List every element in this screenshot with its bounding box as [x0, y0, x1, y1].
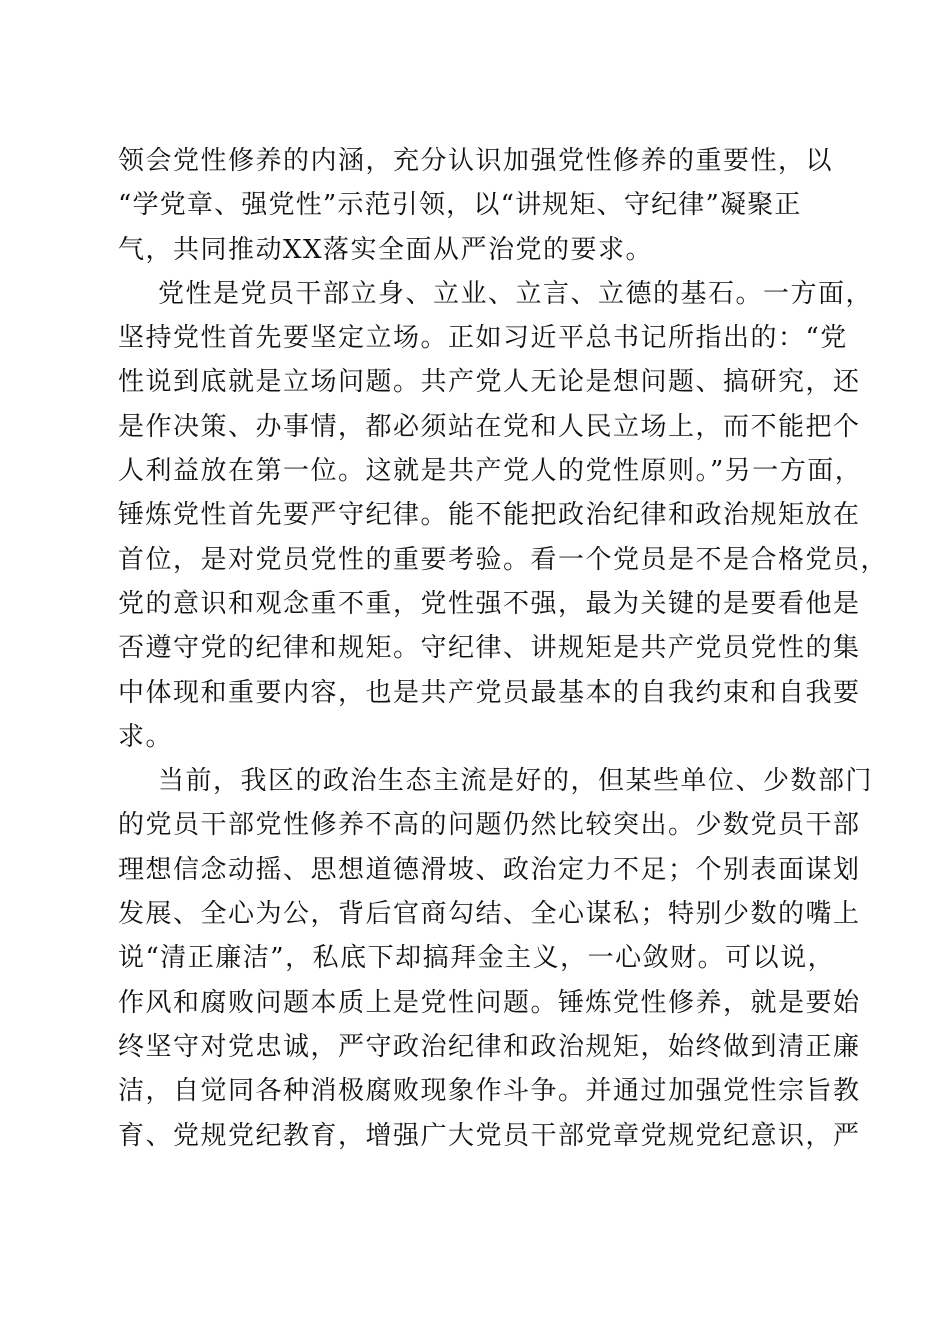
text-line: 育、党规党纪教育，增强广大党员干部党章党规党纪意识，严 — [118, 1120, 861, 1151]
text-line: 的党员干部党性修养不高的问题仍然比较突出。少数党员干部 — [118, 810, 861, 841]
paragraph-2 — [118, 272, 889, 759]
text-line: 中体现和重要内容，也是共产党员最基本的自我约束和自我要 — [118, 677, 861, 708]
text-line: 气，共同推动XX落实全面从严治党的要求。 — [118, 234, 654, 265]
text-line: 领会党性修养的内涵，充分认识加强党性修养的重要性，以 — [118, 146, 834, 176]
paragraph-3 — [118, 759, 874, 1158]
text-line: 说“清正廉洁”，私底下却搞拜金主义，一心敛财。可以说， — [118, 943, 836, 974]
text-line: 理想信念动摇、思想道德滑坡、政治定力不足；个别表面谋划 — [118, 854, 861, 885]
text-line: 坚持党性首先要坚定立场。正如习近平总书记所指出的：“党 — [118, 323, 848, 354]
text-line: 党的意识和观念重不重，党性强不强，最为关键的是要看他是 — [118, 588, 861, 619]
text-line: 是作决策、办事情，都必须站在党和人民立场上，而不能把个 — [118, 411, 861, 442]
text-line: 终坚守对党忠诚，严守政治纪律和政治规矩，始终做到清正廉 — [118, 1031, 861, 1062]
text-line: 当前，我区的政治生态主流是好的，但某些单位、少数部门 — [158, 766, 874, 797]
text-line: 人利益放在第一位。这就是共产党人的党性原则。”另一方面， — [118, 456, 863, 487]
document-body — [118, 139, 889, 1158]
text-line: 洁，自觉同各种消极腐败现象作斗争。并通过加强党性宗旨教 — [118, 1076, 861, 1107]
text-line: 发展、全心为公，背后官商勾结、全心谋私；特别少数的嘴上 — [118, 899, 861, 930]
text-line: 党性是党员干部立身、立业、立言、立德的基石。一方面， — [158, 278, 874, 309]
text-line: 求。 — [118, 721, 174, 752]
text-line: 作风和腐败问题本质上是党性问题。锤炼党性修养，就是要始 — [118, 987, 861, 1018]
text-line: 首位，是对党员党性的重要考验。看一个党员是不是合格党员， — [118, 544, 889, 575]
text-line: 性说到底就是立场问题。共产党人无论是想问题、搞研究，还 — [118, 367, 861, 398]
text-line: 锤炼党性首先要严守纪律。能不能把政治纪律和政治规矩放在 — [118, 500, 861, 531]
text-line: “学党章、强党性”示范引领，以“讲规矩、守纪律”凝聚正 — [118, 190, 802, 221]
paragraph-1 — [118, 139, 833, 272]
text-line: 否遵守党的纪律和规矩。守纪律、讲规矩是共产党员党性的集 — [118, 633, 861, 664]
